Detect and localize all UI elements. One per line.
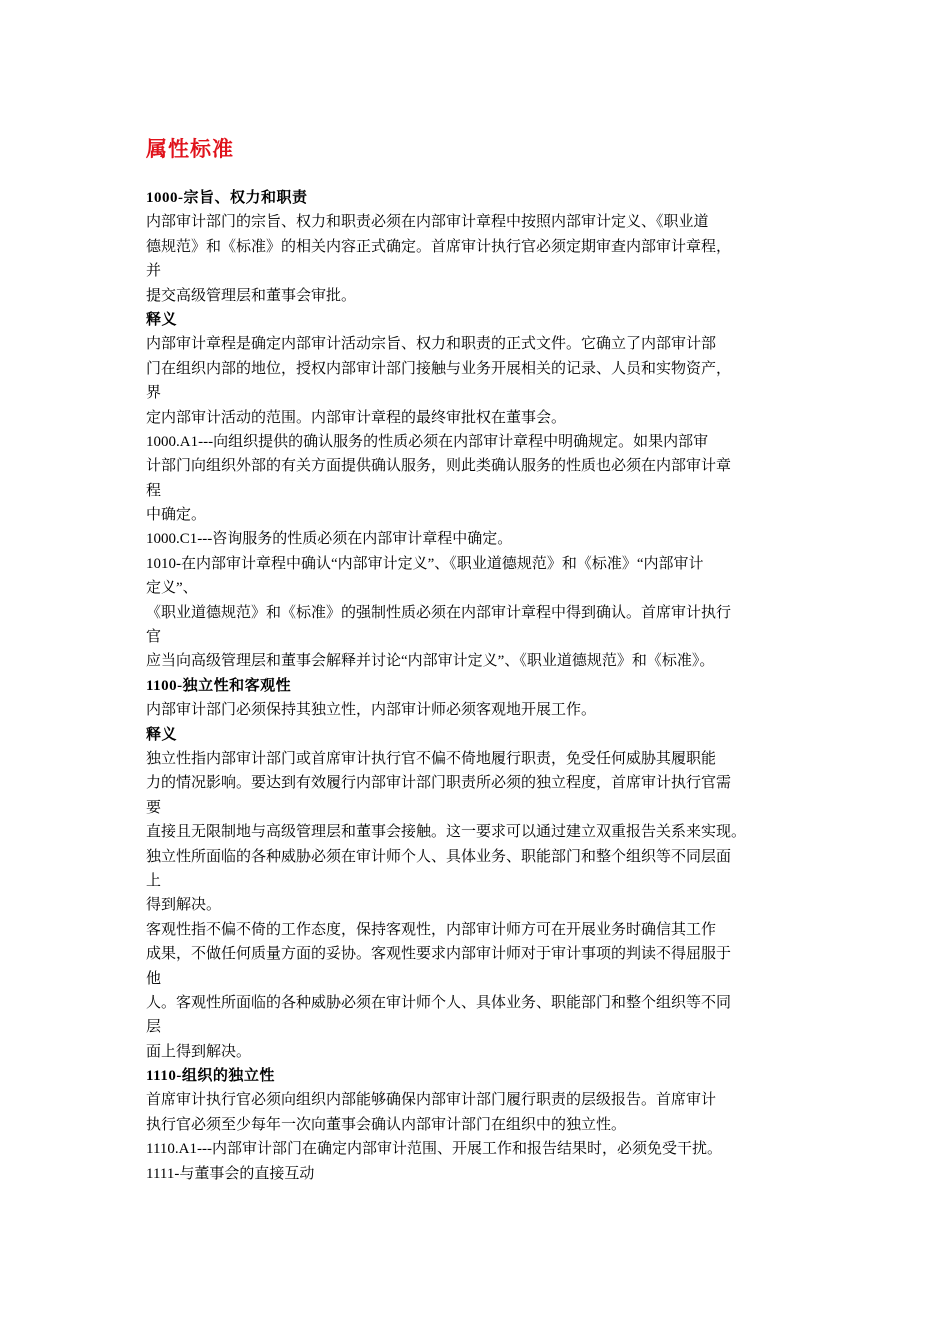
- text-line: 1110.A1---内部审计部门在确定内部审计范围、开展工作和报告结果时，必须免受干扰。: [146, 1141, 722, 1158]
- text-line: 客观性指不偏不倚的工作态度，保持客观性，内部审计师方可在开展业务时确信其工作: [146, 921, 717, 938]
- text-line: 内部审计部门的宗旨、权力和职责必须在内部审计章程中按照内部审计定义、《职业道: [146, 214, 709, 231]
- text-line: 1000.C1---咨询服务的性质必须在内部审计章程中确定。: [146, 531, 513, 548]
- text-line: 应当向高级管理层和董事会解释并讨论“内部审计定义”、《职业道德规范》和《标准》。: [146, 653, 715, 670]
- text-line: 面上得到解决。: [146, 1043, 252, 1060]
- text-line: 德规范》和《标准》的相关内容正式确定。首席审计执行官必须定期审查内部审计章程，: [146, 238, 732, 255]
- text-line: 1111-与董事会的直接互动: [146, 1165, 315, 1182]
- text-line: 上: [146, 872, 162, 889]
- text-line: 门在组织内部的地位，授权内部审计部门接触与业务开展相关的记录、人员和实物资产，: [146, 360, 732, 377]
- text-line: 程: [146, 482, 162, 499]
- text-line: 层: [146, 1019, 162, 1036]
- text-line: 成果，不做任何质量方面的妥协。客观性要求内部审计师对于审计事项的判读不得屈服于: [146, 946, 732, 963]
- section-heading: 释义: [146, 311, 178, 328]
- document-page: [146, 132, 816, 1186]
- text-line: 提交高级管理层和董事会审批。: [146, 287, 357, 304]
- text-line: 1010-在内部审计章程中确认“内部审计定义”、《职业道德规范》和《标准》“内部审计: [146, 555, 704, 572]
- section-heading: 1100-独立性和客观性: [146, 677, 292, 694]
- section-heading: 释义: [146, 726, 178, 743]
- text-line: 得到解决。: [146, 897, 222, 914]
- page-title: 属性标准: [146, 137, 234, 161]
- text-line: 他: [146, 970, 162, 987]
- text-line: 计部门向组织外部的有关方面提供确认服务，则此类确认服务的性质也必须在内部审计章: [146, 458, 732, 475]
- text-line: 直接且无限制地与高级管理层和董事会接触。这一要求可以通过建立双重报告关系来实现。: [146, 824, 747, 841]
- section-heading: 1110-组织的独立性: [146, 1068, 275, 1085]
- text-line: 官: [146, 629, 162, 646]
- text-line: 独立性所面临的各种威胁必须在审计师个人、具体业务、职能部门和整个组织等不同层面: [146, 848, 732, 865]
- text-line: 《职业道德规范》和《标准》的强制性质必须在内部审计章程中得到确认。首席审计执行: [146, 604, 732, 621]
- text-line: 独立性指内部审计部门或首席审计执行官不偏不倚地履行职责，免受任何威胁其履职能: [146, 750, 717, 767]
- text-line: 力的情况影响。要达到有效履行内部审计部门职责所必须的独立程度，首席审计执行官需: [146, 775, 732, 792]
- text-line: 执行官必须至少每年一次向董事会确认内部审计部门在组织中的独立性。: [146, 1116, 627, 1133]
- text-line: 定内部审计活动的范围。内部审计章程的最终审批权在董事会。: [146, 409, 567, 426]
- section-heading: 1000-宗旨、权力和职责: [146, 190, 308, 206]
- document-body: [146, 186, 816, 1186]
- text-line: 首席审计执行官必须向组织内部能够确保内部审计部门履行职责的层级报告。首席审计: [146, 1092, 717, 1109]
- text-line: 1000.A1---向组织提供的确认服务的性质必须在内部审计章程中明确规定。如果内部审: [146, 433, 709, 450]
- text-line: 内部审计章程是确定内部审计活动宗旨、权力和职责的正式文件。它确立了内部审计部: [146, 336, 717, 353]
- text-line: 定义”、: [146, 580, 198, 597]
- text-line: 要: [146, 799, 162, 816]
- text-line: 人。客观性所面临的各种威胁必须在审计师个人、具体业务、职能部门和整个组织等不同: [146, 994, 732, 1011]
- text-line: 界: [146, 385, 162, 402]
- text-line: 内部审计部门必须保持其独立性，内部审计师必须客观地开展工作。: [146, 702, 597, 719]
- text-line: 并: [146, 263, 162, 280]
- text-line: 中确定。: [146, 507, 207, 524]
